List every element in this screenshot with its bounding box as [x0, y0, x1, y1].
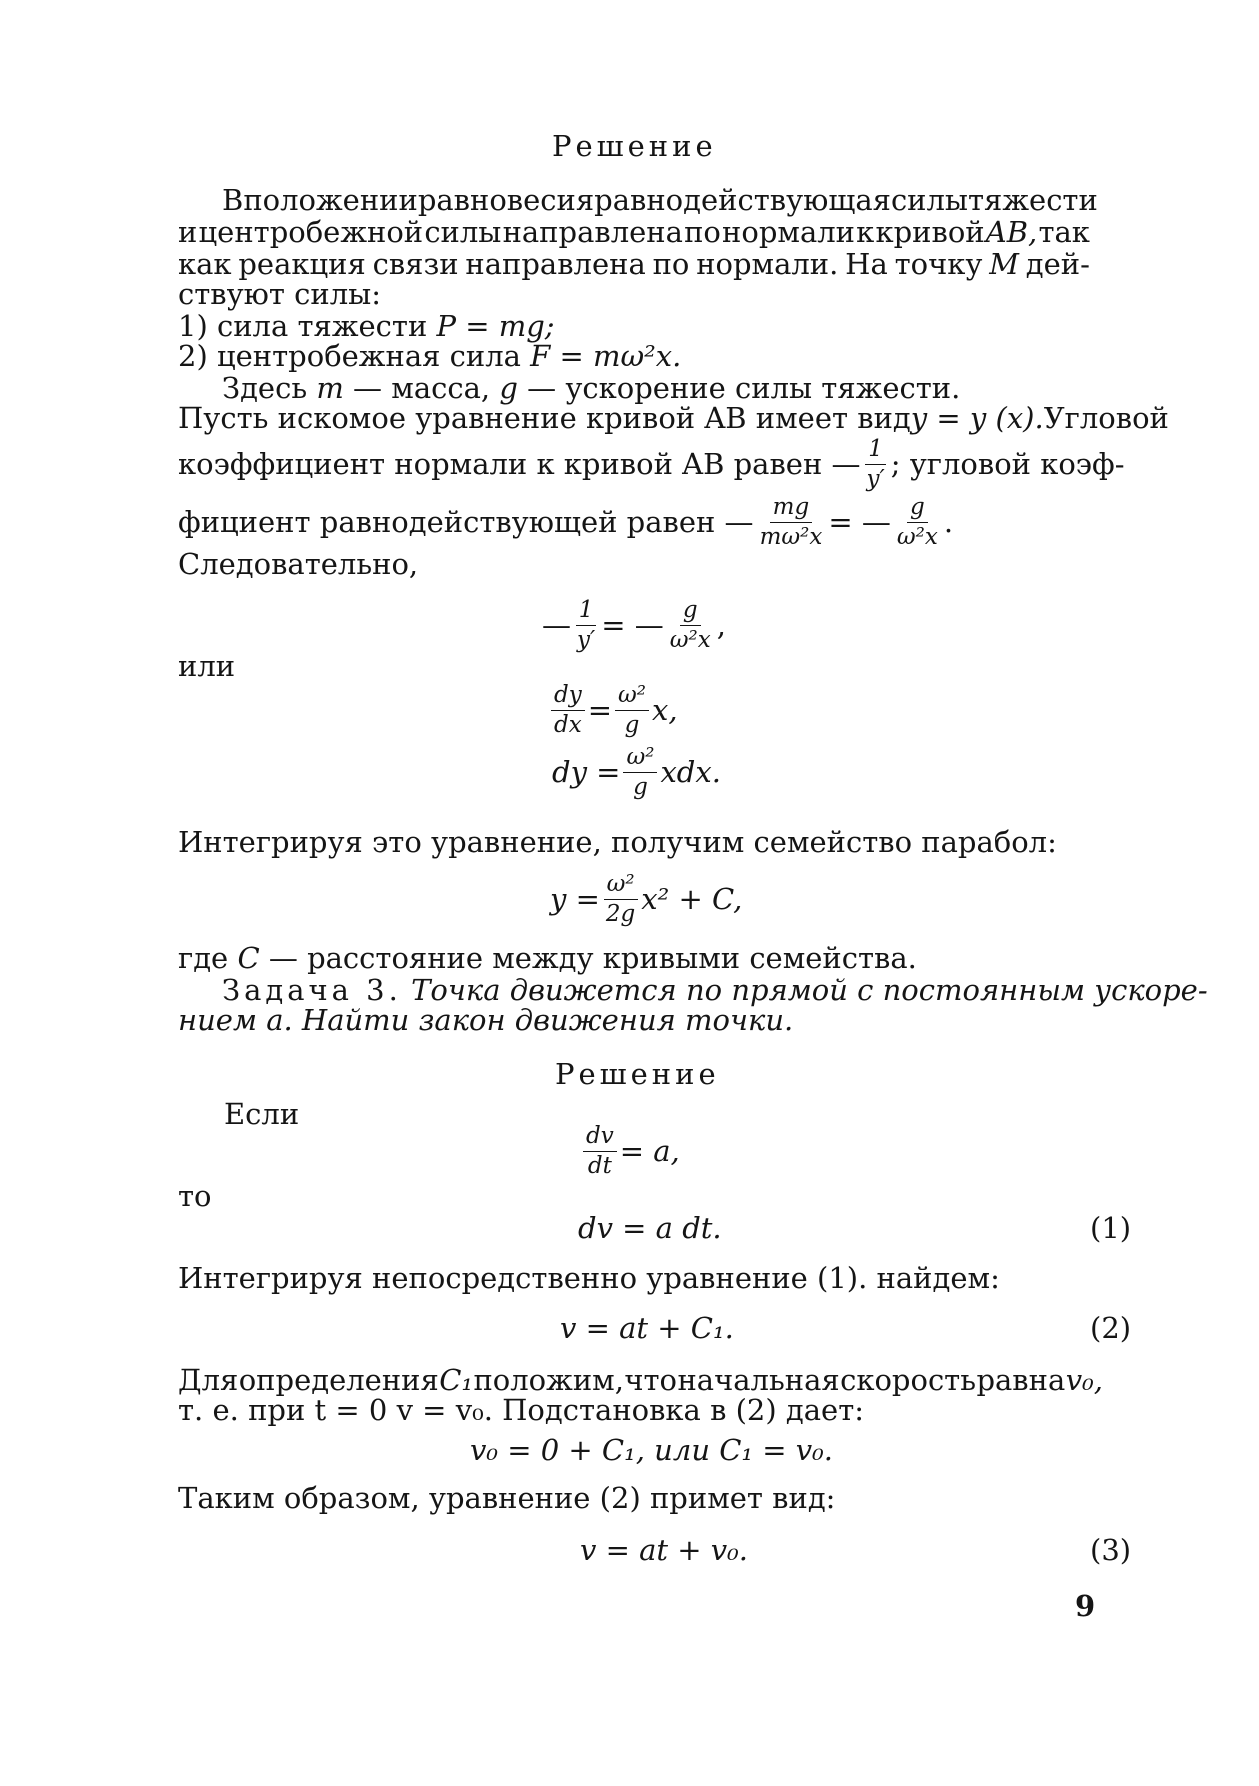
where-text-2: — расстояние между кривыми семейства.: [259, 941, 917, 975]
eq4-frac: [603, 872, 638, 925]
solution-heading: Решение: [552, 129, 717, 163]
eq2-frac-1: [551, 683, 585, 736]
frac-den: y′: [866, 465, 885, 492]
force-gravity-formula: P = mg;: [436, 309, 555, 343]
word: силы: [424, 215, 502, 249]
frac-num: ω²: [604, 872, 638, 899]
frac-num: 1: [865, 437, 886, 464]
equation-number-1: (1): [1090, 1211, 1132, 1245]
frac-den: g: [633, 773, 648, 800]
force-centrifugal: [178, 339, 682, 373]
word: равновесия: [417, 183, 595, 217]
word: к: [856, 215, 875, 249]
equation-parabola: [550, 868, 742, 930]
frac-den: dt: [587, 1152, 612, 1179]
word: В: [222, 183, 244, 217]
equation-dvdt: [580, 1120, 680, 1182]
word: равнодействующая: [594, 183, 891, 217]
frac-den: ω²x: [669, 626, 711, 653]
here-m: m: [316, 371, 344, 405]
word: равна: [976, 1363, 1066, 1397]
word: v₀,: [1065, 1363, 1103, 1397]
word: C₁: [439, 1363, 474, 1397]
word: реакция: [238, 247, 366, 281]
here-g: g: [499, 371, 518, 405]
word: определения: [238, 1363, 439, 1397]
word: как: [178, 247, 232, 281]
frac-num: dv: [583, 1124, 617, 1151]
word: кривой: [875, 215, 985, 249]
frac-num: g: [680, 598, 701, 625]
eq1-frac-1: [574, 598, 598, 651]
frac-num: g: [907, 495, 928, 522]
frac-den: dx: [554, 711, 582, 738]
eq1-minus: —: [542, 607, 571, 642]
frac-num: ω²: [615, 683, 649, 710]
fraction-g-over-w2x: [894, 495, 941, 548]
eq2-equals: =: [587, 692, 613, 727]
equation-dydx: [548, 680, 678, 740]
force-gravity-label: 1) сила тяжести: [178, 309, 437, 343]
equation-slope: [542, 596, 726, 654]
frac-num: mg: [770, 495, 813, 522]
equation-dv: dv = a dt.: [578, 1211, 722, 1245]
eq2-end: x,: [652, 692, 678, 727]
eq2-frac-2: [615, 683, 649, 736]
eq3-end: xdx.: [660, 754, 721, 789]
here-text-1: Здесь: [222, 371, 317, 405]
fraction-one-over-yprime: [864, 437, 888, 490]
solution-heading-2: Решение: [555, 1057, 720, 1091]
consequently: Следовательно,: [178, 547, 419, 581]
word: центробежной: [198, 215, 424, 249]
paragraph-1-line-4: ствуют силы:: [178, 277, 382, 311]
equation-dy: [552, 742, 721, 802]
thus-sentence: Таким образом, уравнение (2) примет вид:: [178, 1481, 836, 1515]
frac-den: 2g: [605, 900, 636, 927]
eq4-lhs: y =: [550, 881, 600, 916]
word: начальная: [677, 1363, 840, 1397]
force-centrifugal-formula: F = mω²x.: [530, 339, 682, 373]
paragraph-3-line-2: т. е. при t = 0 v = v₀. Подстановка в (2) дает:: [178, 1393, 865, 1427]
p2-line1-text: Пусть искомое уравнение кривой AB имеет вид: [178, 401, 911, 435]
eq4-end: x² + C,: [641, 881, 743, 916]
paragraph-1-line-3: [178, 247, 1090, 281]
word: направлена: [465, 247, 646, 281]
p2-line1-formula: y = y (x).: [910, 401, 1044, 435]
word: направлена: [502, 215, 683, 249]
frac-num: 1: [576, 598, 597, 625]
if-word: Если: [224, 1097, 300, 1131]
frac-den: g: [624, 711, 640, 738]
integrating-direct-sentence: Интегрируя непосредственно уравнение (1). найдем:: [178, 1261, 1000, 1295]
word: Для: [178, 1363, 239, 1397]
equation-v-v0: v = at + v₀.: [580, 1533, 749, 1567]
page-number: 9: [1075, 1589, 1096, 1623]
then-word: то: [178, 1179, 212, 1213]
word: AB,: [985, 215, 1038, 249]
here-line: [222, 371, 961, 405]
where-c: C: [237, 941, 260, 975]
fraction-mg-over-mw2x: [757, 495, 826, 548]
eq3-frac: [623, 745, 657, 798]
word: точку: [894, 247, 983, 281]
equation-initial: v₀ = 0 + C₁, или C₁ = v₀.: [470, 1433, 833, 1467]
p2-line2-text: коэффициент нормали к кривой AB равен —: [178, 446, 861, 481]
paragraph-1-line-1: [222, 183, 1098, 217]
p2-line2-end: ; угловой коэф-: [890, 446, 1125, 481]
paragraph-2-line-3: [178, 496, 953, 548]
eq5-frac: [583, 1124, 617, 1177]
word: нормали: [722, 215, 855, 249]
eq3-lhs: dy =: [552, 754, 621, 789]
where-text-1: где: [178, 941, 238, 975]
equation-v-c1: v = at + C₁.: [560, 1311, 734, 1345]
p2-line3-mid: = —: [828, 504, 891, 539]
word: положим,: [473, 1363, 624, 1397]
force-centrifugal-label: 2) центробежная сила: [178, 339, 531, 373]
integrating-sentence: Интегрируя это уравнение, получим семейство парабол:: [178, 825, 1057, 859]
p2-line3-end: .: [943, 504, 954, 539]
word: так: [1038, 215, 1090, 249]
frac-den: ω²x: [896, 523, 938, 550]
paragraph-2-line-1: [178, 401, 1169, 435]
force-gravity: [178, 309, 555, 343]
word: что: [624, 1363, 678, 1397]
frac-num: ω²: [623, 745, 657, 772]
where-c-line: [178, 941, 917, 975]
task-3-text-1: Точка движется по прямой с постоянным ускоре-: [411, 973, 1208, 1007]
paragraph-2-line-2: [178, 436, 1125, 492]
word: силы: [890, 183, 969, 217]
p2-line3-text: фициент равнодействующей равен —: [178, 504, 754, 539]
equation-number-3: (3): [1090, 1533, 1132, 1567]
word: тяжести: [968, 183, 1098, 217]
p2-line1-end: Угловой: [1043, 401, 1169, 435]
frac-num: dy: [551, 683, 585, 710]
eq1-end: ,: [716, 607, 726, 642]
eq1-mid: = —: [601, 607, 664, 642]
equation-number-2: (2): [1090, 1311, 1132, 1345]
here-text-3: — ускорение силы тяжести.: [517, 371, 961, 405]
word: по: [652, 247, 690, 281]
word: по: [684, 215, 721, 249]
here-text-2: — масса,: [343, 371, 500, 405]
eq5-end: = a,: [619, 1133, 680, 1168]
word: нормали.: [696, 247, 839, 281]
paragraph-1-line-2: [178, 215, 1090, 249]
word: M: [989, 247, 1019, 281]
word: скорость: [840, 1363, 977, 1397]
word: На: [845, 247, 888, 281]
word: дей-: [1025, 247, 1090, 281]
word-or: или: [178, 649, 236, 683]
task-3-line-2: нием a. Найти закон движения точки.: [178, 1003, 794, 1037]
word: и: [178, 215, 198, 249]
word: положении: [243, 183, 418, 217]
eq1-frac-2: [667, 598, 714, 651]
frac-den: y′: [577, 626, 596, 653]
paragraph-3-line-1: [178, 1363, 1103, 1397]
task-3-label: Задача 3.: [222, 973, 402, 1007]
task-3-line-1: [222, 973, 1208, 1007]
word: связи: [372, 247, 459, 281]
frac-den: mω²x: [759, 523, 823, 550]
